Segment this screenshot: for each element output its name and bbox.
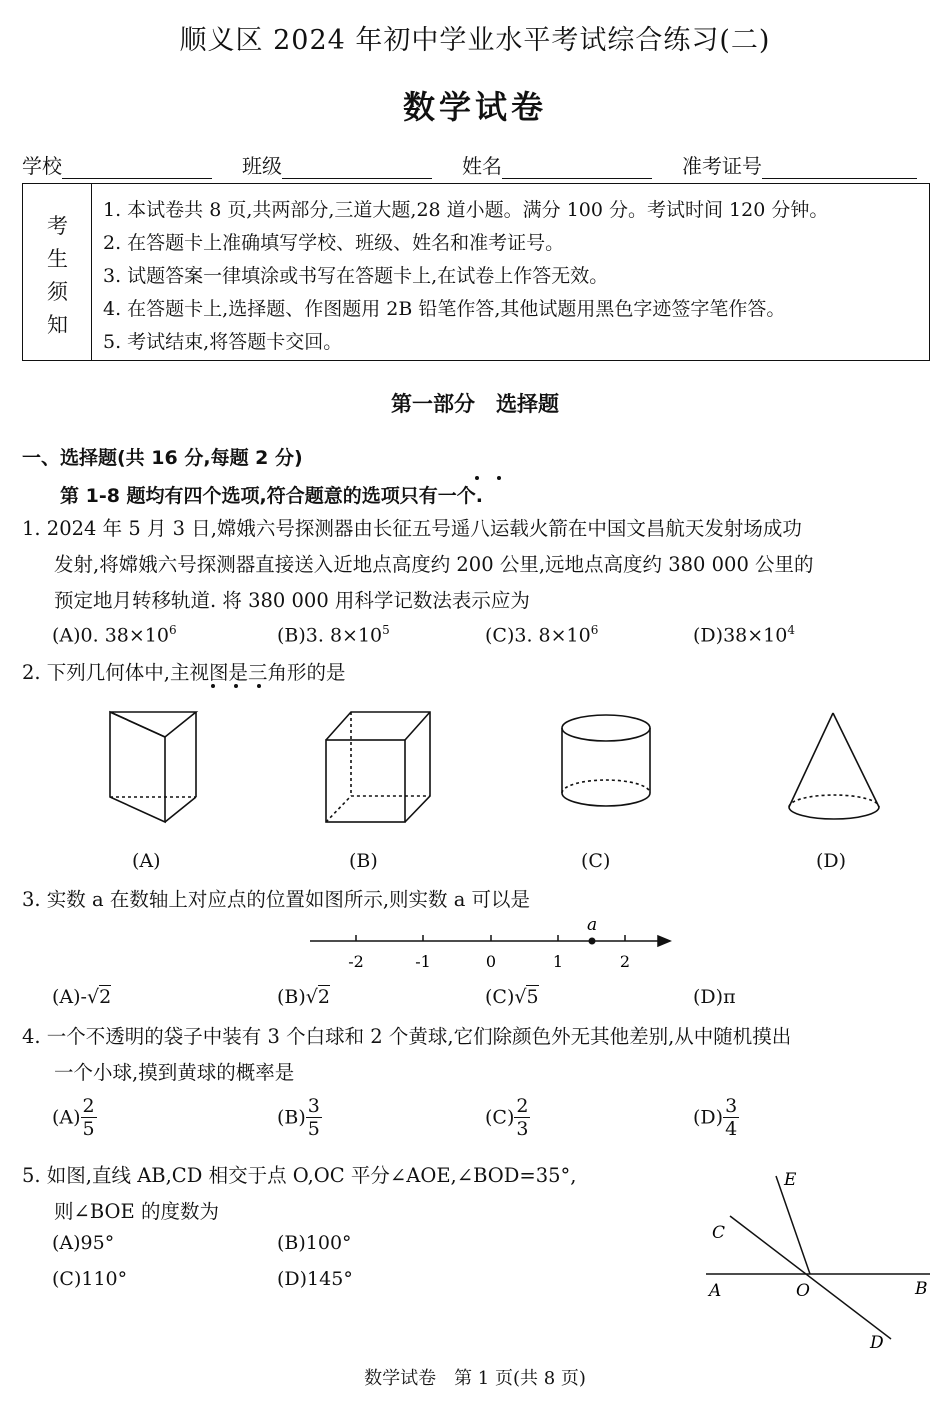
- q5-option-b[interactable]: (B)100°: [277, 1232, 352, 1254]
- q4-option-d[interactable]: [693, 1095, 739, 1140]
- notice-item: 5. 考试结束,将答题卡交回。: [103, 331, 343, 353]
- q1-option-d[interactable]: [693, 623, 795, 646]
- option-exponent: 5: [382, 623, 390, 637]
- option-value: π: [723, 986, 736, 1008]
- tick-label: -2: [348, 952, 364, 971]
- q1-option-b[interactable]: [277, 623, 390, 646]
- option-label: (A): [52, 624, 81, 647]
- candidate-notice-box: [22, 183, 930, 361]
- option-label: (C): [485, 986, 515, 1008]
- solids-figure: [0, 700, 950, 840]
- school-label: 学校: [22, 154, 62, 178]
- tick-label: -1: [415, 952, 431, 971]
- q4-line: 4. 一个不透明的袋子中装有 3 个白球和 2 个黄球,它们除颜色外无其他差别,从中随机摸出: [22, 1025, 792, 1048]
- notice-label-char: 知: [47, 313, 68, 337]
- section-instruction: 第 1-8 题均有四个选项,符合题意的选项只有一个.: [60, 485, 483, 507]
- q1-option-a[interactable]: [52, 623, 177, 646]
- q2-text: 2. 下列几何体中,主视图是三角形的是: [22, 661, 346, 684]
- numerator: 3: [307, 1095, 320, 1117]
- exam-id-label: 准考证号: [682, 154, 762, 178]
- q3-option-d[interactable]: [693, 986, 736, 1008]
- option-radicand: 5: [526, 986, 539, 1008]
- option-label: (A): [52, 1106, 81, 1129]
- notice-label-char: 考: [47, 214, 68, 238]
- number-line: [300, 910, 680, 975]
- point-a-marker: [589, 938, 596, 945]
- q1-line: 1. 2024 年 5 月 3 日,嫦娥六号探测器由长征五号遥八运载火箭在中国文昌航天发射场成功: [22, 517, 802, 540]
- emphasis-dot: [497, 476, 501, 480]
- q1-option-c[interactable]: [485, 623, 598, 646]
- numerator: 2: [82, 1095, 95, 1117]
- q1-line: 预定地月转移轨道. 将 380 000 用科学记数法表示应为: [54, 589, 530, 612]
- q5-option-a[interactable]: (A)95°: [52, 1232, 115, 1254]
- notice-label: [23, 184, 92, 360]
- school-blank[interactable]: [62, 156, 212, 179]
- notice-item: 3. 试题答案一律填涂或书写在答题卡上,在试卷上作答无效。: [103, 265, 609, 287]
- emphasis-dot: [211, 684, 215, 688]
- label-o: O: [796, 1281, 810, 1301]
- option-label: (C): [485, 624, 515, 647]
- notice-item: 2. 在答题卡上准确填写学校、班级、姓名和准考证号。: [103, 232, 565, 254]
- cylinder-icon: [562, 715, 650, 806]
- q2-option-b[interactable]: (B): [349, 850, 378, 872]
- name-blank[interactable]: [502, 156, 652, 179]
- q4-option-a[interactable]: [52, 1095, 97, 1140]
- triangular-prism-icon: [110, 712, 196, 822]
- class-label: 班级: [242, 154, 282, 178]
- option-label: (B): [277, 1106, 306, 1129]
- numerator: 2: [516, 1095, 529, 1117]
- question-1: [22, 513, 932, 653]
- option-label: (C): [485, 1106, 515, 1129]
- option-value: 0. 38×10: [80, 624, 169, 647]
- cone-icon: [789, 713, 879, 819]
- q4-line: 一个小球,摸到黄球的概率是: [54, 1061, 295, 1084]
- cube-icon: [326, 712, 430, 822]
- option-label: (D): [693, 1106, 724, 1129]
- emphasis-dot: [257, 684, 261, 688]
- option-value: 3. 8×10: [305, 624, 383, 647]
- q2-option-d[interactable]: (D): [816, 850, 847, 872]
- denominator: 3: [516, 1118, 529, 1140]
- notice-items: [103, 194, 828, 359]
- section-title: 一、选择题(共 16 分,每题 2 分): [22, 447, 303, 469]
- q4-option-c[interactable]: [485, 1095, 530, 1140]
- denominator: 5: [82, 1118, 95, 1140]
- option-prefix: -: [80, 986, 87, 1008]
- option-label: (D): [693, 986, 724, 1008]
- student-info-row: [22, 150, 932, 179]
- q5-option-d[interactable]: (D)145°: [277, 1268, 353, 1290]
- option-label: (D): [693, 624, 724, 647]
- point-a-label: a: [587, 915, 598, 935]
- tick-label: 2: [619, 952, 631, 971]
- label-c: C: [712, 1223, 726, 1243]
- denominator: 4: [725, 1118, 738, 1140]
- label-b: B: [915, 1279, 928, 1299]
- emphasis-dot: [234, 684, 238, 688]
- emphasis-dot: [475, 476, 479, 480]
- subject-title: 数学试卷: [402, 88, 547, 126]
- class-blank[interactable]: [282, 156, 432, 179]
- option-value: 38×10: [723, 624, 788, 647]
- option-value: 3. 8×10: [514, 624, 591, 647]
- q5-line: 5. 如图,直线 AB,CD 相交于点 O,OC 平分∠AOE,∠BOD=35°,: [22, 1164, 577, 1187]
- label-a: A: [709, 1281, 722, 1301]
- name-label: 姓名: [462, 154, 502, 178]
- q3-option-c[interactable]: (C)√5: [485, 986, 539, 1008]
- option-label: (B): [277, 986, 306, 1008]
- denominator: 5: [307, 1118, 320, 1140]
- notice-item: 4. 在答题卡上,选择题、作图题用 2B 铅笔作答,其他试题用黑色字迹签字笔作答。: [103, 298, 786, 320]
- q1-line: 发射,将嫦娥六号探测器直接送入近地点高度约 200 公里,远地点高度约 380 000 公里的: [54, 553, 814, 576]
- page-footer: 数学试卷 第 1 页(共 8 页): [364, 1368, 586, 1389]
- q3-text: 3. 实数 a 在数轴上对应点的位置如图所示,则实数 a 可以是: [22, 888, 531, 911]
- option-radicand: 2: [99, 986, 112, 1008]
- option-exponent: 6: [169, 623, 177, 637]
- tick-label: 1: [552, 952, 564, 971]
- q5-line: 则∠BOE 的度数为: [54, 1200, 219, 1223]
- option-label: (B): [277, 624, 306, 647]
- q5-option-c[interactable]: (C)110°: [52, 1268, 128, 1290]
- angle-figure: [700, 1165, 940, 1355]
- option-label: (A): [52, 986, 81, 1008]
- label-e: E: [784, 1170, 797, 1190]
- option-exponent: 4: [787, 623, 795, 637]
- part-title: 第一部分 选择题: [391, 392, 559, 416]
- q2-option-c[interactable]: (C): [581, 850, 611, 872]
- label-d: D: [870, 1333, 884, 1353]
- option-exponent: 6: [590, 623, 599, 637]
- exam-id-blank[interactable]: [762, 156, 917, 179]
- notice-label-char: 须: [47, 280, 68, 304]
- numerator: 3: [725, 1095, 738, 1117]
- notice-item: 1. 本试卷共 8 页,共两部分,三道大题,28 道小题。满分 100 分。考试时间 120 分钟。: [103, 199, 829, 221]
- tick-label: 0: [485, 952, 497, 971]
- option-radicand: 2: [317, 986, 330, 1008]
- q2-option-a[interactable]: (A): [132, 850, 161, 872]
- notice-label-char: 生: [47, 247, 68, 271]
- q3-option-b[interactable]: (B)√2: [277, 986, 330, 1008]
- q3-option-a[interactable]: (A)-√2: [52, 986, 112, 1008]
- q4-option-b[interactable]: [277, 1095, 322, 1140]
- exam-title: 顺义区 2024 年初中学业水平考试综合练习(二): [179, 25, 771, 56]
